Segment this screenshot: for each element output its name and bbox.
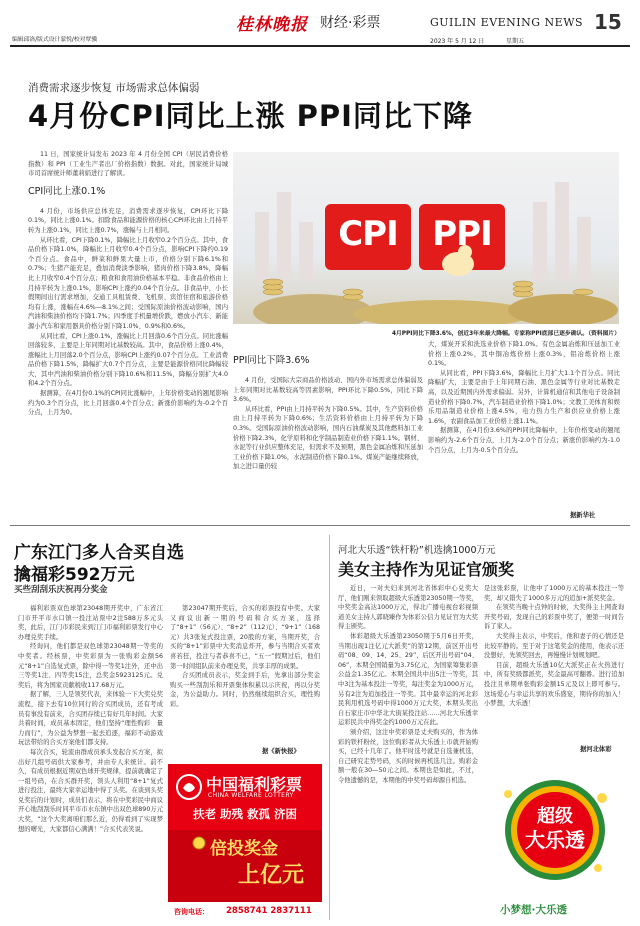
paragraph: 经询问，他们都是双色球第23048期一等奖的中奖者。经核票，中奖彩票为一张购彩金额56元“8+1”自选复式票，除中得一等奖1注外，还中出三等奖1注、四等奖15注，总奖金5923125元。兑奖后，将为国家贡献税收117.68万元。 — [18, 643, 163, 689]
section-title: 财经·彩票 — [320, 15, 381, 31]
paragraph: 大奖得主表示，中奖后，他和妻子的心情还是比较平静的。至于对于这笔奖金的使用，他表示还没想好，先领奖回去，再慢慢计划规划吧。 — [484, 632, 624, 660]
ppi-block-label: PPI — [432, 214, 492, 254]
guangdong-source: 据《新快报》 — [262, 748, 300, 755]
page-header — [0, 0, 640, 48]
hotline-bar — [168, 902, 322, 922]
section-divider — [10, 525, 630, 526]
promo-panel — [168, 830, 322, 902]
lotto-logo-top: 超级 — [537, 806, 573, 827]
hotline-label: 咨询电话： — [174, 908, 209, 916]
paragraph: 福利彩票双色球第23048期开奖中，广东省江门市开平市水口镇一投注站票中2注588万多元头奖，此后，江门市彩民来到江门市福利彩票发行中心办理兑奖手续。 — [18, 605, 163, 641]
paragraph: 大，煤炭开采和洗选业价格下降1.0%。有色金属冶炼和压延加工业价格上涨0.2%，其中铜冶炼价格上涨0.3%，铝冶炼价格上涨0.1%。 — [428, 341, 620, 368]
paragraph: 合买团成员表示，奖金到手后，先拿出部分奖金购买一些刮刮乐和开票集体积累以示庆祝，再以分奖金，为公益助力。同时，仍然继续组织合买，理性购彩。 — [170, 672, 320, 708]
cpi-column-2 — [233, 376, 423, 500]
paragraph: 据了解，三人是领奖代表，来体验一下大奖兑奖流程，接下去有10位同行的合买团成员，还有考成员有事没有前来，合买团存续已有好几年时间。大家共着时间，成员基本固定，他们坚持“理性购彩 量力而行”，为公益为梦想一起去追逐，福彩不动游戏玩法带给的合买方案他们都支持。 — [18, 691, 163, 747]
cpi-ppi-photo — [233, 152, 619, 324]
paragraph: 从环比看，PPI由上月持平转为下降0.5%。其中，生产资料价格由上月持平转为下降0.6%；生活资料价格由上月持平转为下降0.3%。受国际原油价格波动影响，国内石油煤炭及其他燃料加工业价格下降2.3%，化学原料和化学制品制造业价格下降1.1%。钢材、水泥等行业供应整体充足，但需求不及预期，黑色金属冶炼和压延加工业价格下降1.0%，水泥制造价格下降0.1%。煤炭产能继续释放，加之进口量仍较 — [233, 405, 423, 471]
hotline-number: 2858741 2837111 — [226, 906, 312, 916]
hebei-column-2 — [484, 584, 624, 740]
guangdong-column-2 — [170, 604, 320, 724]
paragraph: 从同比看，PPI下降3.6%，降幅比上月扩大1.1个百分点。同比降幅扩大，主要是由于上年同期石油、黑色金属等行业对比基数走高，以及近期国内外需求偏弱。另外，计算机通信和其他电子设备制造业价格下降0.7%，汽车制造业价格下降1.0%；文教工美体育和娱乐用品制造业价格上涨4.5%，电力热力生产和供应业价格上涨1.6%，农副食品加工业价格上涨1.1%。 — [428, 369, 620, 425]
paragraph: 从环比看，CPI下降0.1%，降幅比上月收窄0.2个百分点。其中，食品价格下降1.0%，降幅比上月收窄0.4个百分点，影响CPI下降约0.19个百分点。食品中，鲜菜和鲜果大量上市，价格分别下降6.1%和0.7%；生猪产能充足，叠加消费淡季影响，猪肉价格下降3.8%，降幅比上月收窄0.4个百分点；粮食和食用油价格基本平稳。非食品价格由上月持平转为上涨0.1%，影响CPI上涨约0.04个百分点。非食品中，小长假期间出行需求增加，交通工具租赁费、飞机票、宾馆住宿和旅游价格均有上涨，涨幅在4.6%—8.1%之间；受国际原油价格波动影响，国内汽油和柴油价格均下降1.7%；四季度手机量增价跌，燃放小汽车、新能源小汽车和家用器具价格分别下降1.0%、0.9%和0.6%。 — [28, 236, 228, 330]
welfare-brand-cn: 中国福利彩票 — [206, 775, 303, 794]
paragraph: 是这张彩票，让他中了1000万元的基本投注一等奖，却又错失了1000多万元的追加+派奖奖金。 — [484, 585, 624, 602]
paragraph: 目前，超级大乐透10亿大派奖正在火热进行中，所有奖级都派奖，奖金最高可翻番。进行追加投注且单期单张购彩金额15元及以上即可参与。这场爱心与幸运共享的欢乐盛宴，期待你的加入！小梦想，大乐透！ — [484, 661, 624, 708]
cpi-column-1 — [28, 150, 228, 500]
paragraph: 颁介绍，这注中奖彩票是丈夫购买的，作为体彩的铁杆粉丝，这位购彩者从大乐透上市就开始购买，已经十几年了。他平时选号就是自选兼机选，自己研究走势号码，买的时候再机选几注。购彩金额一般在30—50元之间。本期也是如此，不过，令他遗憾的是，本期他的中奖号码却源自机选。 — [338, 728, 478, 784]
lotto-logo-bottom: 大乐透 — [525, 828, 585, 852]
welfare-slogan: 扶老 助残 救孤 济困 — [192, 807, 297, 821]
coin-icon — [192, 836, 206, 850]
paragraph: 据测算，在4月份3.6%的PPI同比降幅中，上年价格变动的翘尾影响约为-2.6个百分点，上月为-2.0个百分点；新涨价影响约为-1.0个百分点，上月为-0.5个百分点。 — [428, 427, 620, 454]
cpi-subhead-2: PPI同比下降3.6% — [233, 355, 310, 366]
cpi-lead: 11 日，国家统计局发布 2023 年 4 月份全国 CPI（居民消费价格指数）和 PPI（工业生产者出厂价格指数）数据。对此，国家统计局城市司首席统计师董莉娟进行了解读。 — [28, 151, 228, 178]
newspaper-logo: 桂林晚报 — [236, 15, 308, 35]
hebei-source: 据河北体彩 — [580, 746, 612, 753]
paragraph: 4 月份，市场供应总体充足，消费需求逐步恢复，CPI环比下降0.1%，同比上涨0.1%。扣除食品和能源价格的核心CPI环比由上月持平转为上涨0.1%，同比上涨0.7%，涨幅与上月相同。 — [28, 207, 228, 234]
editors-credit: 编辑邱洛/版式设计蒙悦/校对覃骥 — [12, 37, 98, 43]
super-lotto-logo — [490, 770, 620, 896]
cpi-subhead-1: CPI同比上涨0.1% — [28, 185, 106, 197]
hebei-column-1 — [338, 584, 478, 920]
issue-weekday: 星期五 — [506, 38, 525, 45]
paragraph: 每次合买，轮流由群成员承头发起合买方案，拟出好几组号码供大家参考，并由专人来统计。前不久，有成员根据近期双色球开奖规律，提前就确定了一组号码，在合买群开奖，领头人利用“8+1”复式进行投注，最终大家幸运地中得了头奖。在谈到头奖兑奖后的计划时，成员们表示，将在中奖彩民中商议开心地刮刮乐时同平市市水东镇中出双色球890万元大奖，“这个大奖离咱们那么近，仍得看到了实现梦想的曙光，大家都信心满满！”合买代表笑说。 — [18, 748, 163, 833]
column-divider — [329, 535, 330, 920]
paragraph: 在领奖当晚十点钟的时候，大奖得主上网查询开奖号码，发现自己的彩票中奖了，便第一时间告诉了家人。 — [484, 604, 624, 631]
guangdong-headline-2: 擒福彩592万元 — [14, 565, 135, 585]
cpi-headline: 4月份CPI同比上涨 PPI同比下降 — [28, 99, 473, 133]
paragraph: 体彩超级大乐透第23050期于5月6日开奖，当期出现1注亿元大派奖”的第12期，前区开出号码“08、09、14、25、29”，后区开出号码“04、06”，本期全国销量为3.75亿元，为国家筹集彩票公益金1.35亿元。本期全国共中出5注一等奖，其中3注为基本投注一等奖，每注奖金为1000万元，另有2注为追加投注一等奖。其中最幸运的河北彩民利用机选号码中得1000万元大奖，本期头奖出自石家庄市中华北大街某投注站……河北大乐透幸运彩民共中得奖金约1000万元在此。 — [338, 632, 478, 727]
paragraph: 从同比看，CPI上涨0.1%，涨幅比上月回落0.6个百分点。同比涨幅回落较多，主要是上年同期对比基数较高。其中，食品价格上涨0.4%，涨幅比上月回落2.0个百分点，影响CPI上涨约0.07个百分点。工业消费品价格下降1.5%，降幅扩大0.7个百分点，主要是能源价格同比降幅较大，其中汽油和柴油价格分别下降10.6%和11.5%，降幅分别扩大4.0和4.2个百分点。 — [28, 332, 228, 388]
welfare-lottery-ad — [168, 764, 322, 922]
guangdong-subhead: 买些刮刮乐庆祝再分奖金 — [14, 585, 108, 595]
page-number: 15 — [594, 10, 622, 34]
photo-illustration — [233, 152, 619, 324]
cpi-block-label: CPI — [338, 214, 398, 254]
issue-date: 2023 年 5 月 12 日 — [430, 38, 485, 45]
paragraph: 近日，一对夫妇来到河北省体彩中心兑奖大厅，他们刚来领取超级大乐透第23050期一等奖，中奖奖金高达1000万元，得北广播电视台彩视频道美女主持人郭晓臻作为体彩公信力见证官为大奖得主颁奖。 — [338, 585, 478, 631]
lotto-slogan: 小梦想·大乐透 — [500, 904, 567, 916]
guangdong-headline-1: 广东江门多人合买自选 — [14, 543, 184, 563]
guangdong-column-1 — [18, 604, 163, 920]
hebei-headline: 美女主持作为见证官颁奖 — [338, 560, 515, 579]
cpi-kicker: 消费需求逐步恢复 市场需求总体偏弱 — [28, 82, 200, 94]
paragraph: 第23047期开奖后，合买的彩票投有中奖。大家又商议出新一期的号码和合买方案，选择了“8+1”（56元）、“8+2”（112元）、“9+1”（168元）共3张复式投注票，20股的方案，当期开奖，合买的“8+1”彩票中大奖消息炸开，参与当期合买者欢喜若狂，投注与者恭喜不已，“五一”假期过后，他们第一时间组队前来办理兑奖，共享丰厚的成果。 — [170, 605, 320, 670]
welfare-logo-icon — [176, 774, 202, 800]
cpi-column-3 — [428, 340, 620, 498]
paper-english-name: GUILIN EVENING NEWS — [430, 16, 584, 29]
cpi-source: 据新华社 — [570, 512, 596, 519]
promo-main: 上亿元 — [238, 863, 305, 888]
hebei-kicker: 河北大乐透“铁杆粉”机选擒1000万元 — [338, 545, 496, 556]
promo-prefix: 倍投奖金 — [210, 839, 278, 859]
header-rule — [10, 45, 630, 47]
welfare-brand-en: CHINA WELFARE LOTTERY — [208, 792, 294, 799]
photo-caption: 4月PPI同比下降3.6%，创近3年来最大降幅。专家称PPI底部已逐步确认。（资料图片） — [391, 331, 620, 337]
paragraph: 据测算，在4月份0.1%的CPI同比涨幅中，上年价格变动的翘尾影响约为0.3个百分点，比上月回落0.4个百分点；新涨价影响约为-0.2个百分点，上月为0。 — [28, 390, 228, 417]
paragraph: 4 月份，受国际大宗商品价格波动、国内外市场需求总体偏弱及上年同期对比基数较高等因素影响，PPI环比下降0.5%，同比下降3.6%。 — [233, 377, 423, 404]
